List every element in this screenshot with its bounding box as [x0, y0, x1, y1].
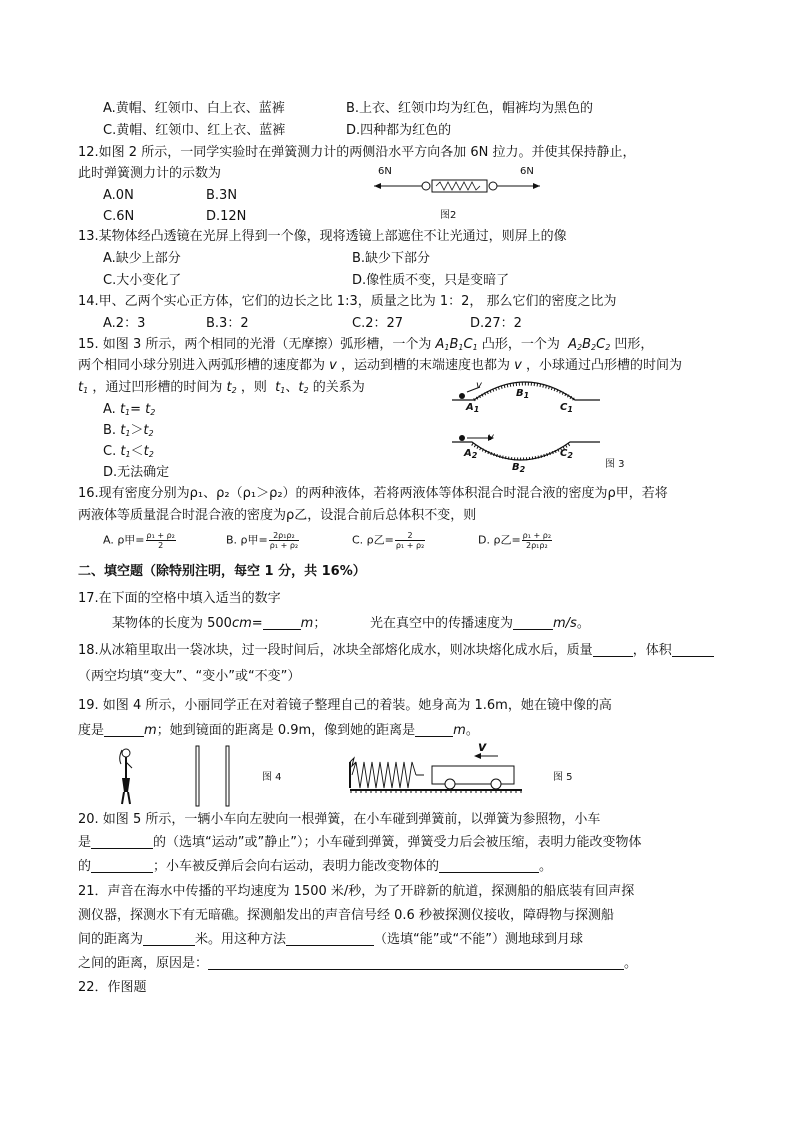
- q14-option-d: D.27：2: [470, 316, 522, 331]
- q19-line1: 19. 如图 4 所示，小丽同学正在对着镜子整理自己的着装。她身高为 1.6m，她在镜中像的高: [78, 698, 612, 713]
- q15-option-d: D.无法确定: [103, 465, 170, 480]
- q12-option-a: A.0N: [103, 188, 134, 203]
- q13-option-a: A.缺少上部分: [103, 251, 181, 266]
- q17-blank-1[interactable]: [263, 615, 301, 630]
- q18-line1-part-b: ，体积: [632, 643, 672, 658]
- figure-4-girl-mirror: [112, 744, 242, 808]
- figure-2-spring-scale: [372, 164, 542, 204]
- q21-line4: [78, 955, 637, 973]
- q15-line1-part-b: 凸形，一个为: [481, 337, 560, 352]
- q16-option-d-label: D. ρ乙=: [478, 533, 521, 547]
- q21-line3-part-c: （选填“能”或“不能”）测地球到月球: [374, 932, 583, 947]
- q12-force-right: 6N: [520, 166, 534, 177]
- q15-option-a-label: A.: [103, 402, 116, 417]
- fig3-label-a2-text: A: [464, 448, 472, 459]
- q15-stem-line2: [78, 357, 682, 375]
- q21-line1: 21．声音在海水中传播的平均速度为 1500 米/秒，为了开辟新的航道，探测船的船底装有回声探: [78, 884, 635, 899]
- q15-option-c-label: C.: [103, 444, 117, 459]
- q16-option-c-label: C. ρ乙=: [352, 533, 394, 547]
- figure-3-caption: 图 3: [605, 459, 625, 470]
- q18-line1: [78, 642, 714, 660]
- q11-option-b: B.上衣、红领巾均为红色，帽裤均为黑色的: [346, 101, 594, 116]
- q15-stem-line1: 15. 如图 3 所示，两个相同的光滑（无摩擦）弧形槽，一个为 $A_1B_1C_1$ 凸形，一个为 $A_2B_2C_2$ 凹形，: [78, 337, 654, 352]
- q20-blank-shape[interactable]: [91, 858, 153, 873]
- q21-line3-part-b: 米。用这种方法: [195, 932, 287, 947]
- q12-stem-line1: 12.如图 2 所示，一同学实验时在弹簧测力计的两侧沿水平方向各加 6N 拉力。并使其保持静止，: [78, 145, 636, 160]
- q16-b-denominator: ρ₁ + ρ₂: [269, 541, 299, 550]
- q14-option-b: B.3：2: [206, 316, 249, 331]
- q15-option-b-label: B.: [103, 423, 117, 438]
- q20-line2-part-b: 的（选填“运动”或”静止”）；小车碰到弹簧，弹簧受力后会被压缩，表明力能改变物体: [153, 835, 642, 850]
- q18-blank-volume[interactable]: [672, 642, 714, 657]
- fig5-velocity-label: v: [478, 740, 487, 755]
- q12-force-left: 6N: [378, 166, 392, 177]
- q21-blank-distance[interactable]: [143, 931, 195, 946]
- q21-blank-can[interactable]: [286, 931, 374, 946]
- q15-option-b: B. $t_1>t_2$: [103, 423, 154, 438]
- q20-line3-part-a: 的: [78, 859, 92, 874]
- q16-option-c: [352, 531, 425, 550]
- figure-4-caption: 图 4: [262, 772, 282, 783]
- q12-stem-line2: 此时弹簧测力计的示数为: [78, 166, 222, 181]
- fig3-label-b2: $B_2$: [512, 462, 526, 474]
- q19-line2: [78, 722, 479, 740]
- q20-line3-part-b: ；小车被反弹后会向右运动，表明力能改变物体的: [153, 859, 440, 874]
- q16-option-a: [103, 531, 176, 550]
- q15-stem-line3: $t_1$ ，通过凹形槽的时间为 $t_2$ ，则 $t_1$、$t_2$ 的关系为: [78, 380, 365, 395]
- q16-b-numerator: 2ρ₁ρ₂: [269, 531, 299, 541]
- q15-option-c: C. $t_1<t_2$: [103, 444, 154, 459]
- q20-line3: [78, 858, 552, 876]
- q19-blank-distance[interactable]: [415, 722, 453, 737]
- q18-line2: （两空均填“变大”、“变小”或“不变”）: [78, 669, 301, 684]
- fig3-label-c2: $C_2$: [560, 448, 573, 460]
- q14-option-c: C.2：27: [352, 316, 404, 331]
- q15-velocity-symbol-2: v: [514, 358, 522, 373]
- q15-line1-part-a: 15. 如图 3 所示，两个相同的光滑（无摩擦）弧形槽，一个为: [78, 337, 432, 352]
- q15-line3-part-c: 的关系为: [312, 380, 365, 395]
- q15-velocity-symbol: v: [329, 358, 337, 373]
- q11-option-a: A.黄帽、红领巾、白上衣、蓝裤: [103, 101, 285, 116]
- q16-c-numerator: 2: [395, 531, 425, 541]
- q11-option-c: C.黄帽、红领巾、红上衣、蓝裤: [103, 123, 286, 138]
- q15-option-a: A. $t_1= t_2$: [103, 402, 156, 417]
- q16-option-b: [226, 531, 299, 550]
- q21-line3-part-a: 间的距离为: [78, 932, 144, 947]
- q16-option-a-label: A. ρ甲=: [103, 533, 145, 547]
- q22-title: 22．作图题: [78, 980, 147, 995]
- fig3-label-c2-text: C: [560, 448, 568, 459]
- q18-line1-part-a: 18.从冰箱里取出一袋冰块，过一段时间后，冰块全部熔化成水，则冰块熔化成水后，质量: [78, 643, 593, 658]
- q15-line2-part-b: ，运动到槽的末端速度也都为: [341, 358, 511, 373]
- q14-option-a: A.2：3: [103, 316, 146, 331]
- q12-option-b: B.3N: [206, 188, 238, 203]
- q17-unit-m: m: [300, 616, 314, 631]
- fig3-label-a1-text: A: [466, 402, 474, 413]
- fig3-label-b1-text: B: [516, 388, 524, 399]
- q13-stem: 13.某物体经凸透镜在光屏上得到一个像，现将透镜上部遮住不让光通过，则屏上的像: [78, 229, 567, 244]
- section-2-title: 二、填空题（除特别注明，每空 1 分，共 16%）: [78, 564, 366, 579]
- q15-line3-part-b: ，则: [240, 380, 267, 395]
- q11-option-d: D.四种都为红色的: [346, 123, 452, 138]
- q17-part2: 光在真空中的传播速度为: [370, 616, 514, 631]
- q20-blank-state[interactable]: [439, 858, 539, 873]
- q16-a-denominator: 2: [158, 541, 164, 550]
- q19-line2-part-b: ；她到镜面的距离是 0.9m，像到她的距离是: [156, 723, 416, 738]
- q20-line2-part-a: 是: [78, 835, 92, 850]
- q17-end: 。: [576, 616, 590, 631]
- q13-option-c: C.大小变化了: [103, 273, 182, 288]
- q19-line2-end: 。: [465, 723, 479, 738]
- q21-blank-reason[interactable]: [208, 955, 624, 970]
- q20-line1: 20. 如图 5 所示，一辆小车向左驶向一根弹簧，在小车碰到弹簧前，以弹簧为参照物，小车: [78, 812, 601, 827]
- q13-option-b: B.缺少下部分: [352, 251, 431, 266]
- q20-line2: [78, 834, 641, 852]
- q16-option-b-label: B. ρ甲=: [226, 533, 268, 547]
- q17-blank-line-2: [370, 615, 590, 633]
- q19-blank-height[interactable]: [104, 722, 144, 737]
- fig3-label-b1: $B_1$: [516, 388, 530, 400]
- q21-line3: [78, 931, 583, 949]
- figure-3-arc-grooves: [450, 378, 610, 478]
- q14-stem: 14.甲、乙两个实心正方体，它们的边长之比 1:3，质量之比为 1：2， 那么它们的密度之比为: [78, 294, 617, 309]
- q15-line2-part-c: ，小球通过凸形槽的时间为: [526, 358, 683, 373]
- q16-d-numerator: ρ₁ + ρ₂: [522, 531, 552, 540]
- q19-unit-m-2: m: [453, 723, 466, 738]
- q17-blank-2[interactable]: [513, 615, 553, 630]
- fig3-label-c1-text: C: [560, 402, 568, 413]
- fig3-label-c1: $C_1$: [560, 402, 573, 414]
- q17-blanks-line: [112, 615, 326, 633]
- q20-line3-end: 。: [539, 859, 553, 874]
- q15-line2-part-a: 两个相同小球分别进入两弧形槽的速度都为: [78, 358, 326, 373]
- q16-stem-line1: 16.现有密度分别为ρ₁、ρ₂（ρ₁＞ρ₂）的两种液体，若将两液体等体积混合时混合液的密度为ρ甲，若将: [78, 486, 668, 501]
- q16-c-denominator: ρ₁ + ρ₂: [395, 541, 425, 550]
- q16-d-denominator: 2ρ₁ρ₂: [526, 541, 548, 550]
- q15-line3-part-a: ，通过凹形槽的时间为: [92, 380, 223, 395]
- q16-a-numerator: ρ₁ + ρ₂: [146, 531, 175, 540]
- q17-separator: ；: [313, 616, 327, 631]
- q12-option-c: C.6N: [103, 209, 135, 224]
- q12-option-d: D.12N: [206, 209, 247, 224]
- q17-unit-ms: m/s: [553, 616, 577, 631]
- figure-2-caption: 图2: [440, 210, 457, 221]
- q16-stem-line2: 两液体等质量混合时混合液的密度为ρ乙，设混合前后总体积不变，则: [78, 508, 477, 523]
- fig3-label-v-top: v: [476, 380, 482, 391]
- q18-blank-mass[interactable]: [593, 642, 633, 657]
- q21-line4-end: 。: [624, 956, 638, 971]
- figure-5-caption: 图 5: [553, 772, 573, 783]
- q16-option-d: [478, 531, 552, 550]
- fig3-label-a1: $A_1$: [466, 402, 480, 414]
- q17-stem: 17.在下面的空格中填入适当的数字: [78, 591, 281, 606]
- q15-line1-part-c: 凹形，: [614, 337, 654, 352]
- q19-line2-part-a: 度是: [78, 723, 105, 738]
- q17-unit-cm: cm: [231, 616, 252, 631]
- q21-line4-part-a: 之间的距离，原因是：: [78, 956, 209, 971]
- fig3-label-b2-text: B: [512, 462, 520, 473]
- q19-unit-m: m: [144, 723, 157, 738]
- q17-part1: 某物体的长度为 500: [112, 616, 232, 631]
- fig3-label-v-bottom: v: [488, 432, 494, 443]
- fig3-label-a2: $A_2$: [464, 448, 478, 460]
- q17-equals: =: [251, 616, 263, 631]
- q21-line2: 测仪器，探测水下有无暗礁。探测船发出的声音信号经 0.6 秒被探测仪接收，障碍物与探测船: [78, 908, 614, 923]
- q20-blank-motion[interactable]: [91, 834, 153, 849]
- q13-option-d: D.像性质不变，只是变暗了: [352, 273, 510, 288]
- figure-5-car-spring: [346, 744, 524, 794]
